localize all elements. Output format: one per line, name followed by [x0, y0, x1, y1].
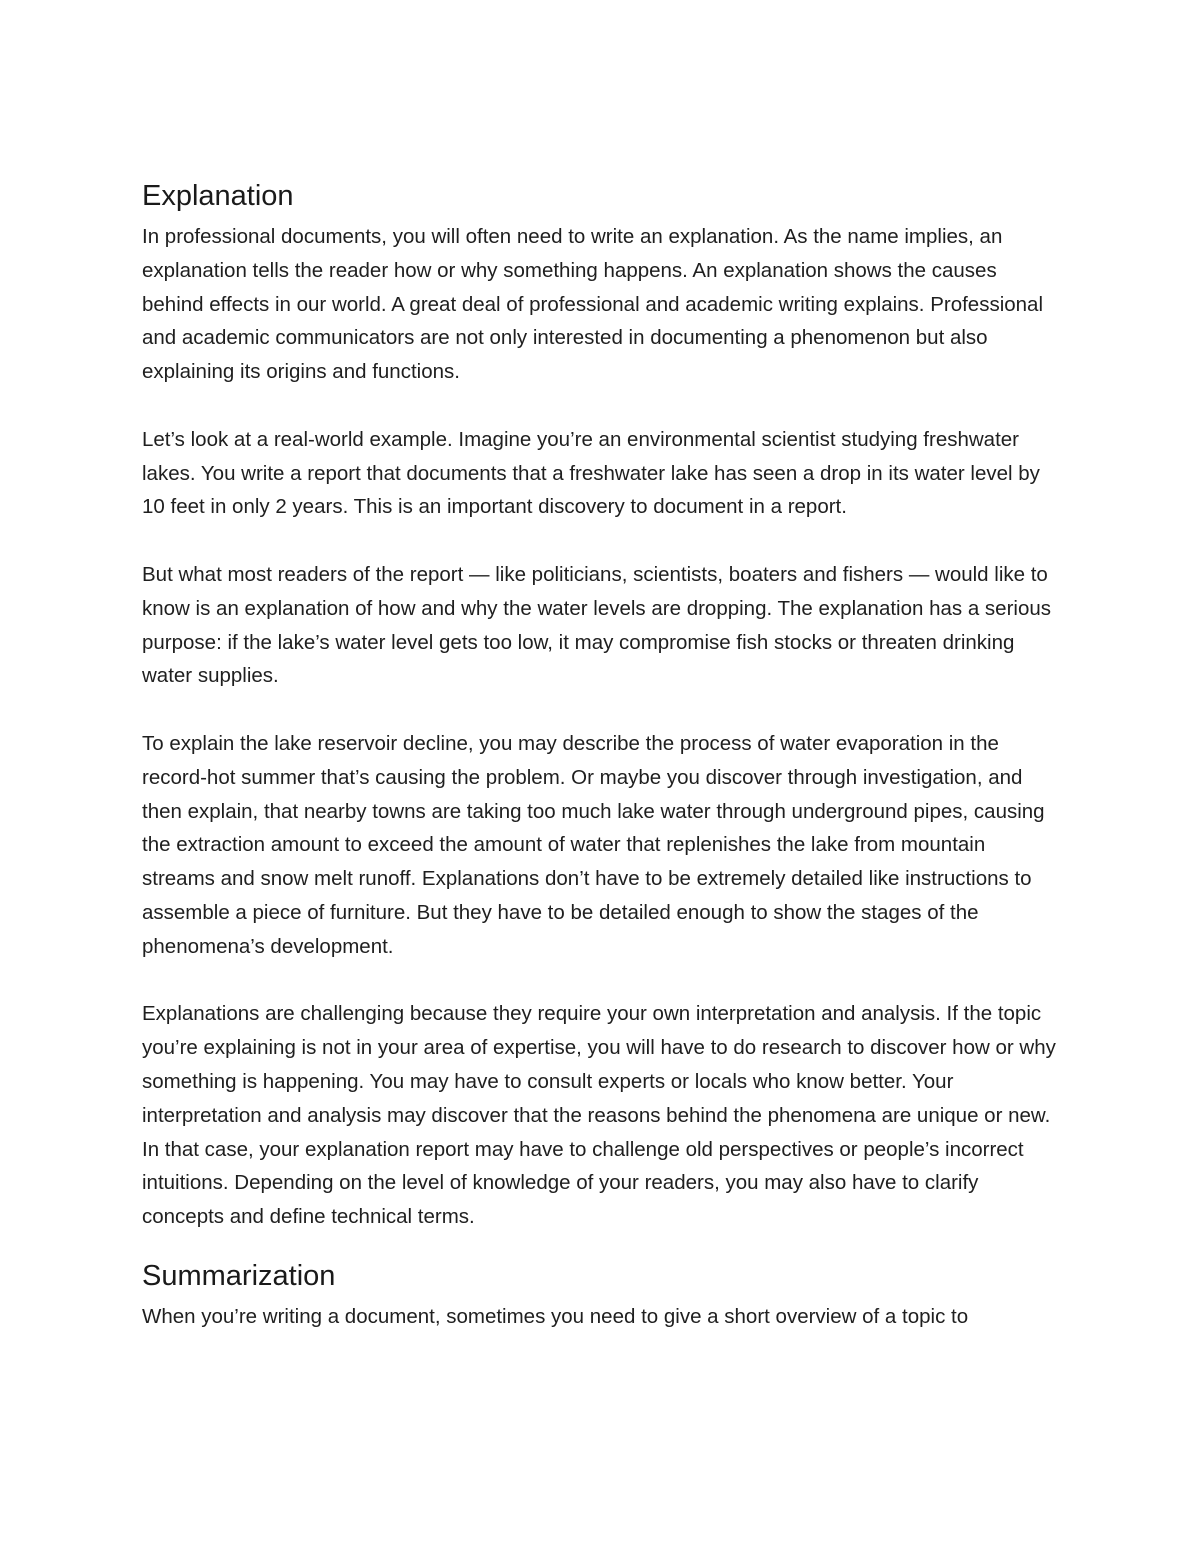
document-page	[142, 176, 1062, 1334]
paragraph: In professional documents, you will often need to write an explanation. As the name implies, an explanation tells the reader how or why something happens. An explanation shows the causes behind effects in our world. A great deal of professional and academic writing explains. Professional and academic communicators are not only interested in documenting a phenomenon but also explaining its origins and functions.	[142, 225, 1044, 384]
paragraph: To explain the lake reservoir decline, you may describe the process of water evaporation in the record-hot summer that’s causing the problem. Or maybe you discover through investigation, and then explain, that nearby towns are taking too much lake water through underground pipes, causing the extraction amount to exceed the amount of water that replenishes the lake from mountain streams and snow melt runoff. Explanations don’t have to be extremely detailed like instructions to assemble a piece of furniture. But they have to be detailed enough to show the stages of the phenomena’s development.	[142, 731, 1045, 958]
section-heading: Explanation	[142, 180, 294, 212]
paragraph: But what most readers of the report — like politicians, scientists, boaters and fishers — would like to know is an explanation of how and why the water levels are dropping. The explanation has a serious purpose: if the lake’s water level gets too low, it may compromise fish stocks or threaten drinking water supplies.	[142, 562, 1052, 688]
section-explanation	[142, 176, 1062, 1234]
section-summarization	[142, 1256, 1062, 1334]
paragraph: Let’s look at a real-world example. Imagine you’re an environmental scientist studying freshwater lakes. You write a report that documents that a freshwater lake has seen a drop in its water level by 10 feet in only 2 years. This is an important discovery to document in a report.	[142, 427, 1040, 519]
paragraph: When you’re writing a document, sometimes you need to give a short overview of a topic to	[142, 1304, 969, 1328]
section-heading: Summarization	[142, 1259, 336, 1292]
paragraph: Explanations are challenging because they require your own interpretation and analysis. If the topic you’re explaining is not in your area of expertise, you will have to do research to discover how or why something is happening. You may have to consult experts or locals who know better. Your interpretation and analysis may discover that the reasons behind the phenomena are unique or new. In that case, your explanation report may have to challenge old perspectives or people’s incorrect intuitions. Depending on the level of knowledge of your readers, you may also have to clarify concepts and define technical terms.	[142, 1002, 1056, 1229]
